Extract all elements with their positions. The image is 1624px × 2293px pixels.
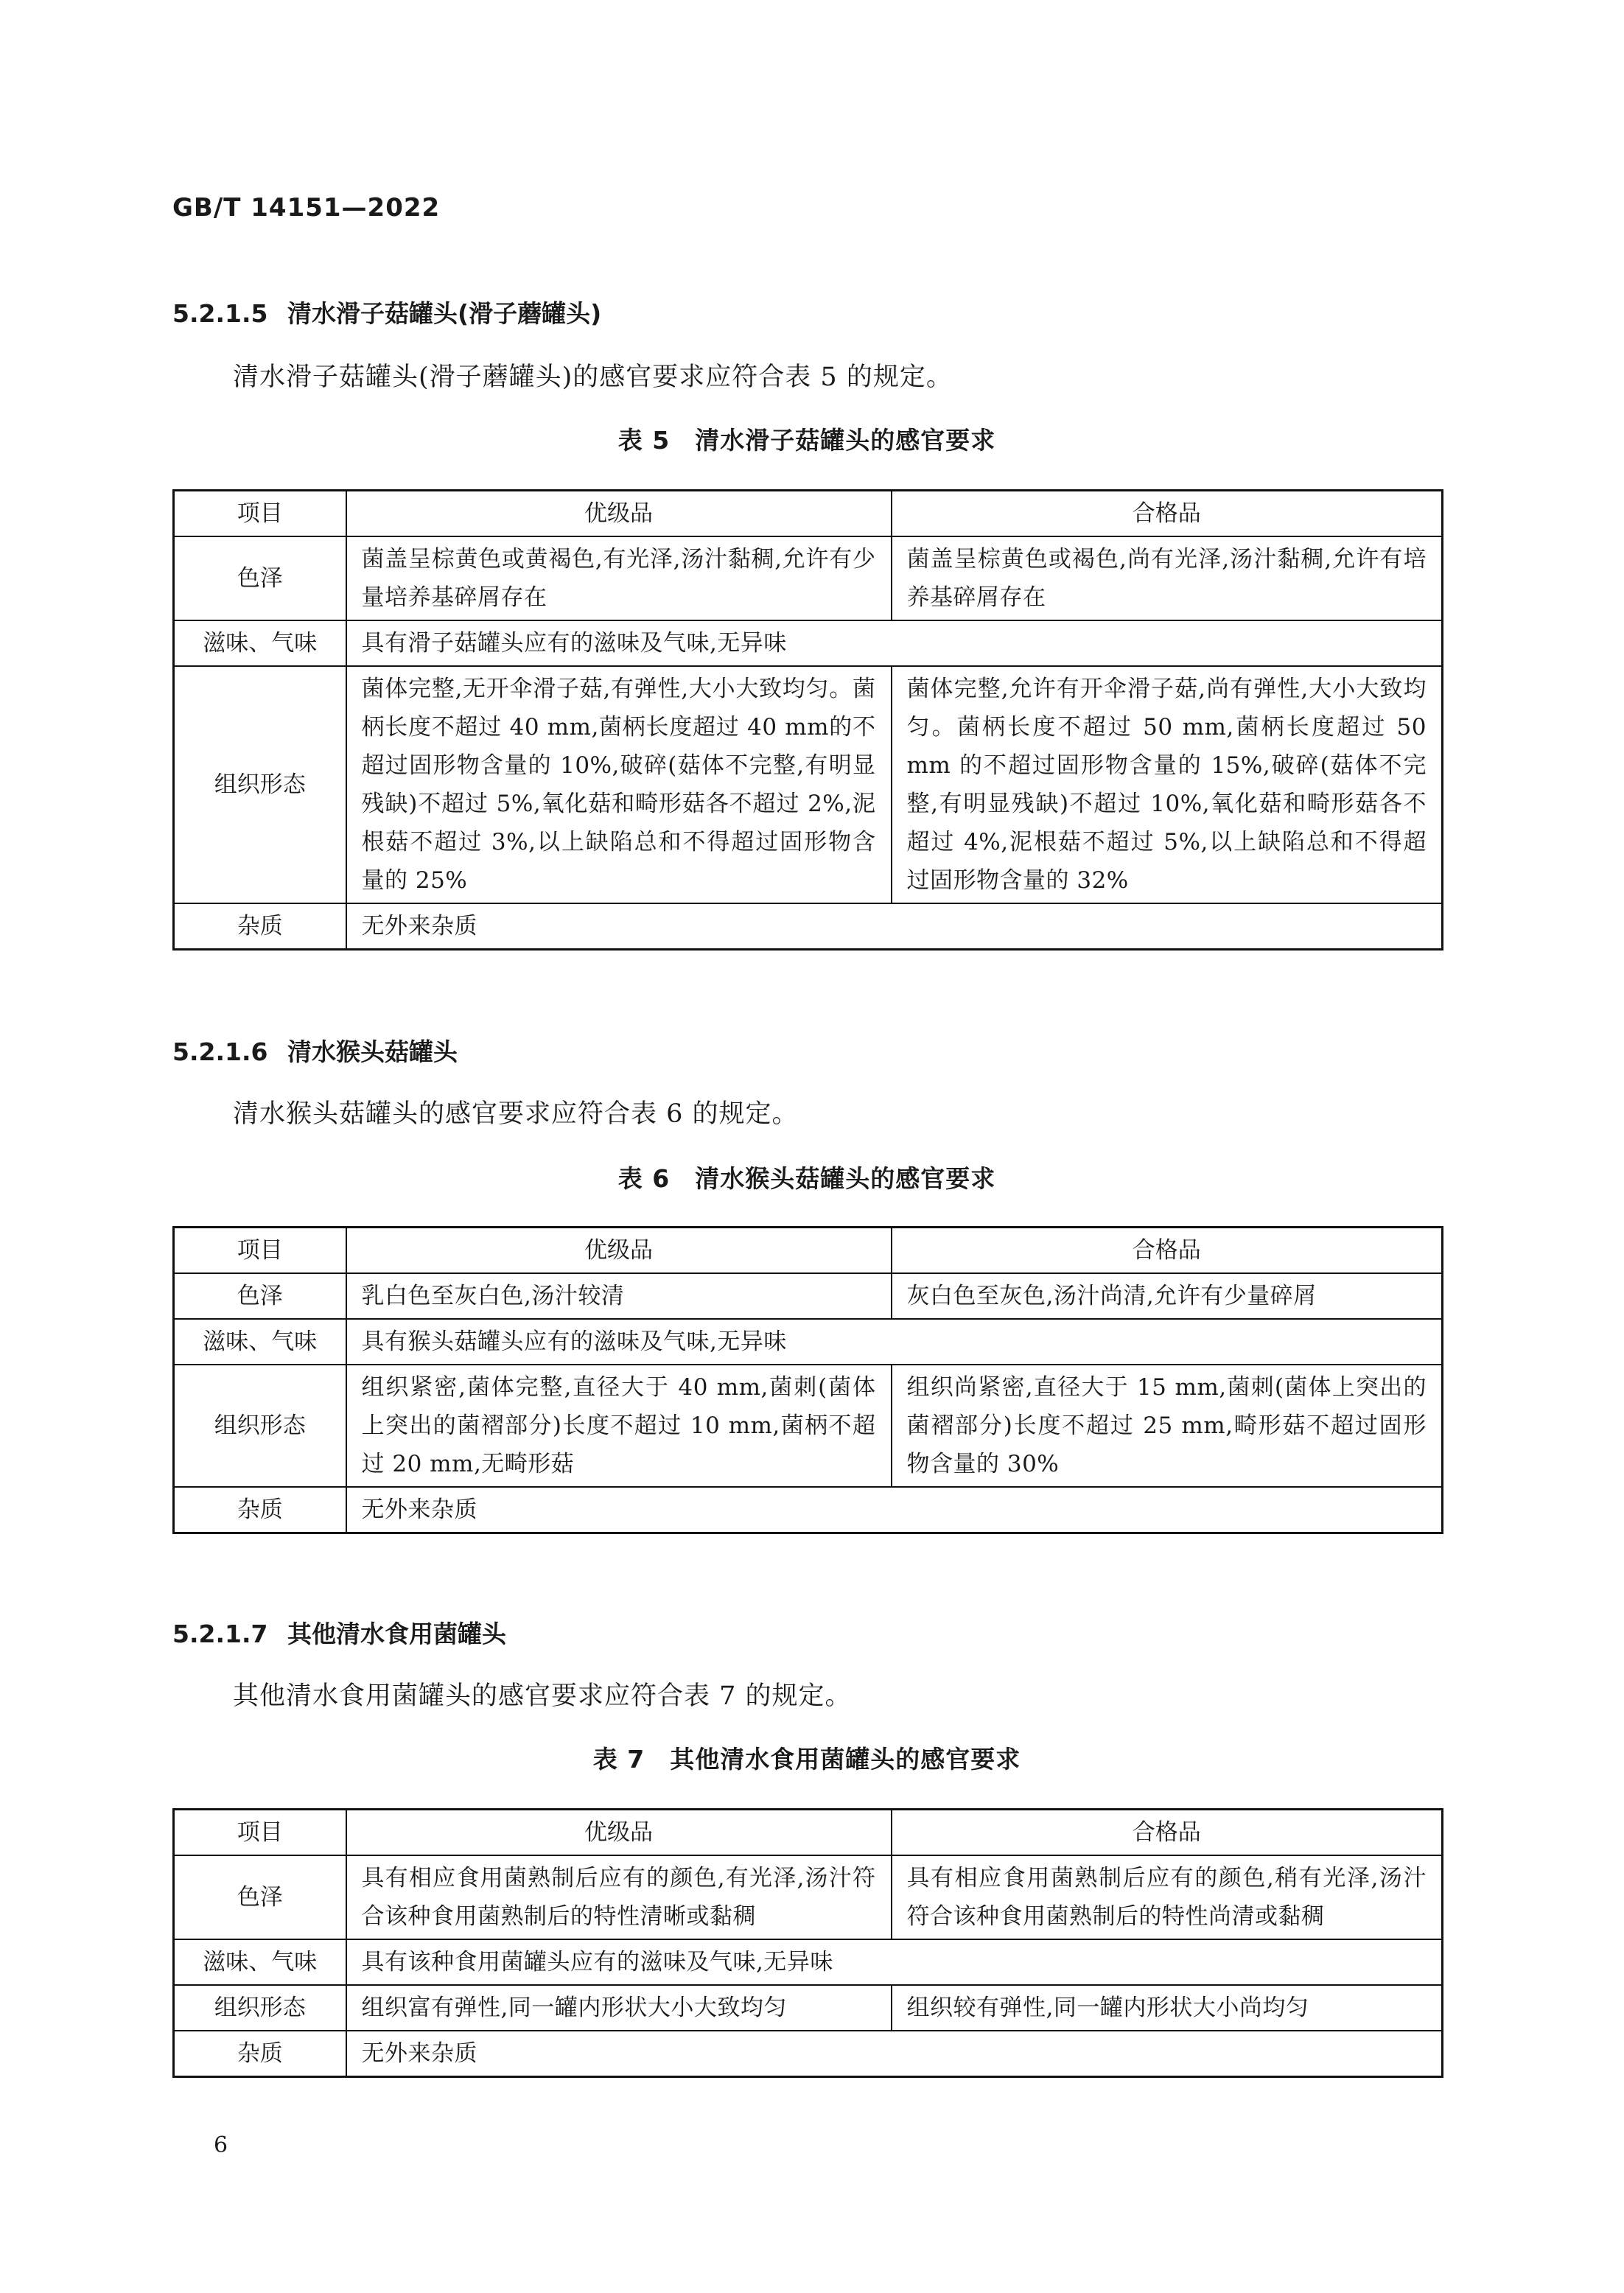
section-heading-5-2-1-5: [172, 295, 601, 329]
qualified-cell: 具有相应食用菌熟制后应有的颜色,稍有光泽,汤汁符合该种食用菌熟制后的特性尚清或黏稠: [892, 1855, 1443, 1939]
row-item: 组织形态: [174, 1365, 346, 1487]
section-heading-5-2-1-7: [172, 1615, 506, 1650]
table-caption: [172, 1740, 1441, 1775]
table-row: [174, 903, 1443, 950]
row-item: 杂质: [174, 1487, 346, 1533]
table-row: [174, 1319, 1443, 1365]
table-5: [172, 489, 1443, 951]
table-row: [174, 1855, 1443, 1939]
page-number: 6: [214, 2132, 228, 2158]
table-header-row: [174, 1810, 1443, 1856]
table-row: [174, 536, 1443, 620]
table-row: [174, 1273, 1443, 1319]
table-title: 清水猴头菇罐头的感官要求: [695, 1164, 996, 1193]
table-title: 清水滑子菇罐头的感官要求: [695, 426, 996, 455]
section-title: 其他清水食用菌罐头: [287, 1620, 506, 1648]
header-premium: 优级品: [346, 491, 892, 537]
section-paragraph: 清水猴头菇罐头的感官要求应符合表 6 的规定。: [233, 1099, 799, 1129]
row-item: 组织形态: [174, 1985, 346, 2031]
header-qualified: 合格品: [892, 491, 1443, 537]
merged-cell: 具有滑子菇罐头应有的滋味及气味,无异味: [346, 620, 1443, 666]
row-item: 滋味、气味: [174, 1939, 346, 1985]
qualified-cell: 灰白色至灰色,汤汁尚清,允许有少量碎屑: [892, 1273, 1443, 1319]
header-premium: 优级品: [346, 1228, 892, 1274]
section-title: 清水滑子菇罐头(滑子蘑罐头): [287, 299, 602, 328]
merged-cell: 无外来杂质: [346, 903, 1443, 950]
premium-cell: 乳白色至灰白色,汤汁较清: [346, 1273, 892, 1319]
section-number: 5.2.1.7: [172, 1620, 268, 1648]
row-item: 组织形态: [174, 666, 346, 903]
table-row: [174, 1939, 1443, 1985]
row-item: 滋味、气味: [174, 620, 346, 666]
section-heading-5-2-1-6: [172, 1033, 458, 1068]
row-item: 色泽: [174, 536, 346, 620]
table-row: [174, 666, 1443, 903]
header-item: 项目: [174, 1810, 346, 1856]
premium-cell: 菌盖呈棕黄色或黄褐色,有光泽,汤汁黏稠,允许有少量培养基碎屑存在: [346, 536, 892, 620]
row-item: 杂质: [174, 2031, 346, 2077]
section-paragraph: 清水滑子菇罐头(滑子蘑罐头)的感官要求应符合表 5 的规定。: [233, 363, 953, 392]
table-row: [174, 1985, 1443, 2031]
table-number: 表 6: [617, 1164, 671, 1193]
section-title: 清水猴头菇罐头: [287, 1037, 458, 1066]
table-caption: [172, 1160, 1441, 1194]
table-row: [174, 1365, 1443, 1487]
row-item: 色泽: [174, 1273, 346, 1319]
table-7: [172, 1808, 1443, 2078]
header-item: 项目: [174, 1228, 346, 1274]
merged-cell: 具有猴头菇罐头应有的滋味及气味,无异味: [346, 1319, 1443, 1365]
table-row: [174, 2031, 1443, 2077]
header-premium: 优级品: [346, 1810, 892, 1856]
table-number: 表 5: [617, 426, 671, 455]
merged-cell: 具有该种食用菌罐头应有的滋味及气味,无异味: [346, 1939, 1443, 1985]
premium-cell: 菌体完整,无开伞滑子菇,有弹性,大小大致均匀。菌柄长度不超过 40 mm,菌柄长度超过 40 mm的不超过固形物含量的 10%,破碎(菇体不完整,有明显残缺)不超过 5%,氧化菇和畸形菇各不超过 2%,泥根菇不超过 3%,以上缺陷总和不得超过固形物含量的 25%: [346, 666, 892, 903]
qualified-cell: 组织尚紧密,直径大于 15 mm,菌刺(菌体上突出的菌褶部分)长度不超过 25 mm,畸形菇不超过固形物含量的 30%: [892, 1365, 1443, 1487]
premium-cell: 组织紧密,菌体完整,直径大于 40 mm,菌刺(菌体上突出的菌褶部分)长度不超过 10 mm,菌柄不超过 20 mm,无畸形菇: [346, 1365, 892, 1487]
merged-cell: 无外来杂质: [346, 1487, 1443, 1533]
header-item: 项目: [174, 491, 346, 537]
table-6: [172, 1226, 1443, 1534]
header-qualified: 合格品: [892, 1228, 1443, 1274]
table-number: 表 7: [592, 1745, 645, 1774]
row-item: 杂质: [174, 903, 346, 950]
merged-cell: 无外来杂质: [346, 2031, 1443, 2077]
row-item: 色泽: [174, 1855, 346, 1939]
table-row: [174, 1487, 1443, 1533]
qualified-cell: 组织较有弹性,同一罐内形状大小尚均匀: [892, 1985, 1443, 2031]
table-header-row: [174, 491, 1443, 537]
section-number: 5.2.1.5: [172, 299, 268, 328]
qualified-cell: 菌体完整,允许有开伞滑子菇,尚有弹性,大小大致均匀。菌柄长度不超过 50 mm,菌柄长度超过 50 mm 的不超过固形物含量的 15%,破碎(菇体不完整,有明显残缺)不超过 10%,氧化菇和畸形菇各不超过 4%,泥根菇不超过 5%,以上缺陷总和不得超过固形物含量的 32%: [892, 666, 1443, 903]
premium-cell: 具有相应食用菌熟制后应有的颜色,有光泽,汤汁符合该种食用菌熟制后的特性清晰或黏稠: [346, 1855, 892, 1939]
header-qualified: 合格品: [892, 1810, 1443, 1856]
standard-code: GB/T 14151—2022: [172, 193, 441, 223]
section-paragraph: 其他清水食用菌罐头的感官要求应符合表 7 的规定。: [233, 1681, 852, 1711]
table-header-row: [174, 1228, 1443, 1274]
table-row: [174, 620, 1443, 666]
row-item: 滋味、气味: [174, 1319, 346, 1365]
table-title: 其他清水食用菌罐头的感官要求: [670, 1745, 1021, 1774]
table-caption: [172, 421, 1441, 456]
section-number: 5.2.1.6: [172, 1037, 268, 1066]
qualified-cell: 菌盖呈棕黄色或褐色,尚有光泽,汤汁黏稠,允许有培养基碎屑存在: [892, 536, 1443, 620]
premium-cell: 组织富有弹性,同一罐内形状大小大致均匀: [346, 1985, 892, 2031]
